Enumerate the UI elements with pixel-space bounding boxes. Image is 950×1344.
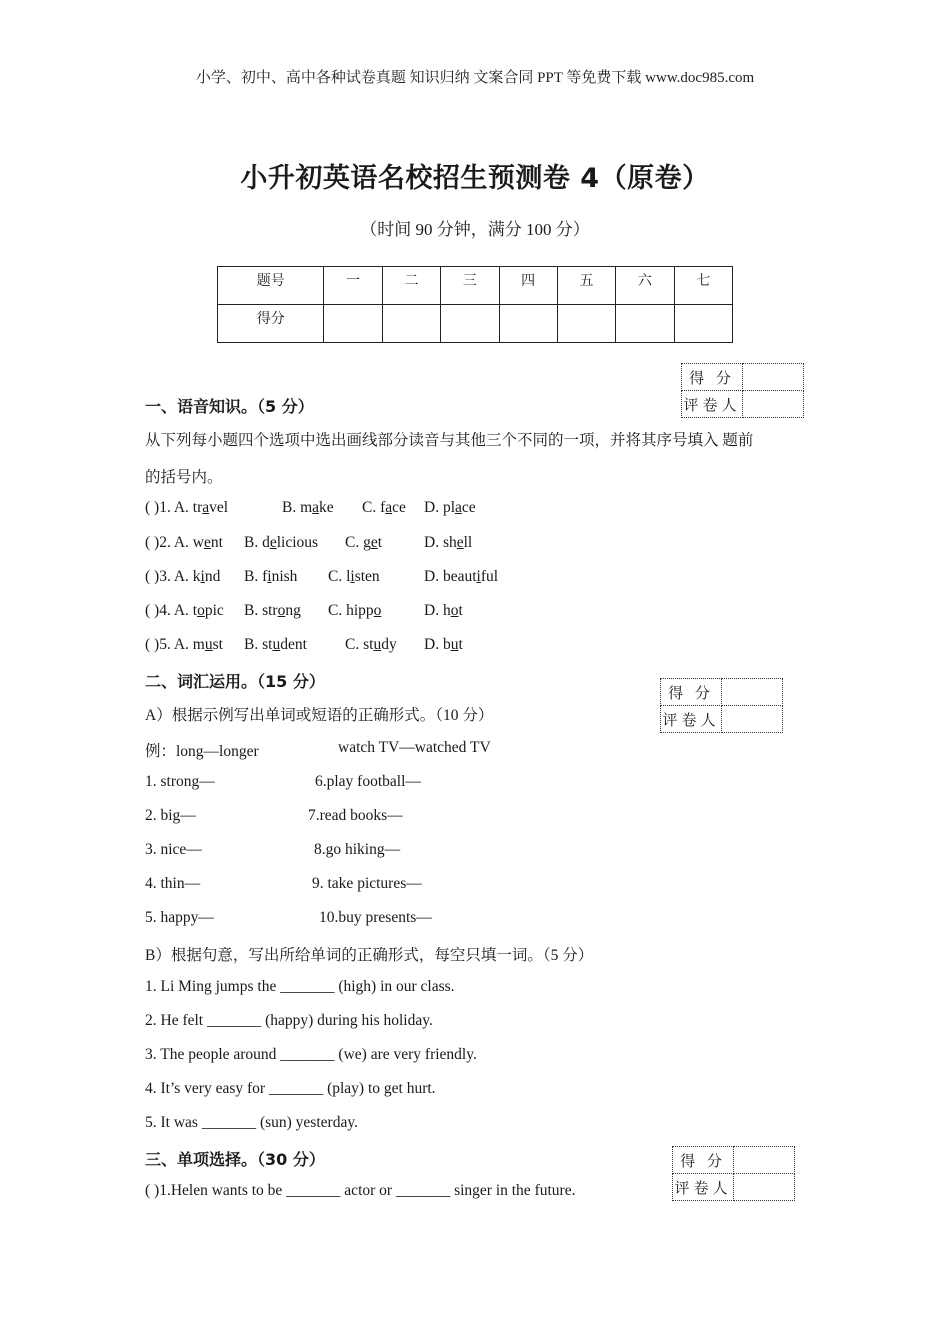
phonics-option: D. place bbox=[424, 499, 476, 516]
section1-instruction: 的括号内。 bbox=[145, 469, 223, 486]
grader-score-cell[interactable] bbox=[743, 364, 804, 391]
phonics-item: ( )3. A. kind bbox=[145, 568, 221, 585]
grader-score-cell[interactable] bbox=[722, 679, 783, 706]
phonics-option: D. shell bbox=[424, 534, 473, 551]
grader-reviewer-label: 评卷人 bbox=[661, 706, 722, 733]
word-item: 4. thin— bbox=[145, 875, 201, 892]
grader-reviewer-cell[interactable] bbox=[734, 1174, 795, 1201]
score-cell[interactable] bbox=[324, 305, 382, 343]
grader-box-section3 bbox=[672, 1146, 795, 1201]
grader-reviewer-label: 评卷人 bbox=[682, 391, 743, 418]
score-cell[interactable] bbox=[499, 305, 557, 343]
score-cell[interactable] bbox=[557, 305, 615, 343]
fill-in-sentence: 5. It was _______ (sun) yesterday. bbox=[145, 1114, 358, 1131]
grader-score-label: 得 分 bbox=[673, 1147, 734, 1174]
phonics-option: C. hippo bbox=[328, 602, 382, 619]
word-item: 2. big— bbox=[145, 807, 196, 824]
page-title: 小升初英语名校招生预测卷 4（原卷） bbox=[240, 163, 710, 194]
phonics-option: D. but bbox=[424, 636, 463, 653]
word-item: 3. nice— bbox=[145, 841, 202, 858]
fill-in-sentence: 2. He felt _______ (happy) during his holiday. bbox=[145, 1012, 433, 1029]
example-left: 例：long—longer bbox=[145, 743, 259, 760]
section1-heading: 一、语音知识。（5 分） bbox=[145, 397, 314, 416]
phrase-item: 9. take pictures— bbox=[312, 875, 422, 892]
score-table-score-label: 得分 bbox=[218, 305, 324, 343]
score-cell[interactable] bbox=[616, 305, 674, 343]
phrase-item: 6.play football— bbox=[315, 773, 421, 790]
section2-heading: 二、词汇运用。（15 分） bbox=[145, 672, 325, 691]
section2-part-a: A）根据示例写出单词或短语的正确形式。（10 分） bbox=[145, 707, 494, 724]
phonics-option: D. hot bbox=[424, 602, 463, 619]
score-cell[interactable] bbox=[441, 305, 499, 343]
fill-in-sentence: 1. Li Ming jumps the _______ (high) in our class. bbox=[145, 978, 455, 995]
score-cell[interactable] bbox=[382, 305, 440, 343]
phonics-item: ( )2. A. went bbox=[145, 534, 223, 551]
section3-heading: 三、单项选择。（30 分） bbox=[145, 1150, 325, 1169]
grader-reviewer-cell[interactable] bbox=[722, 706, 783, 733]
phonics-item: ( )1. A. travel bbox=[145, 499, 229, 516]
exam-time-note: （时间 90 分钟，满分 100 分） bbox=[360, 220, 590, 239]
phonics-option: C. get bbox=[345, 534, 383, 551]
site-header: 小学、初中、高中各种试卷真题 知识归纳 文案合同 PPT 等免费下载 www.doc985.com bbox=[195, 70, 755, 86]
choice-question: ( )1.Helen wants to be _______ actor or _______ singer in the future. bbox=[145, 1182, 576, 1199]
score-table-col: 七 bbox=[674, 267, 732, 305]
phonics-option: B. strong bbox=[244, 602, 301, 619]
word-item: 1. strong— bbox=[145, 773, 215, 790]
phonics-option: C. face bbox=[362, 499, 406, 516]
section1-instruction: 从下列每小题四个选项中选出画线部分读音与其他三个不同的一项，并将其序号填入 题前 bbox=[145, 432, 754, 449]
phrase-item: 7.read books— bbox=[308, 807, 403, 824]
word-item: 5. happy— bbox=[145, 909, 214, 926]
score-table-col: 三 bbox=[441, 267, 499, 305]
score-table-col: 二 bbox=[382, 267, 440, 305]
phrase-item: 8.go hiking— bbox=[314, 841, 401, 858]
example-right: watch TV—watched TV bbox=[338, 739, 491, 756]
grader-score-label: 得 分 bbox=[682, 364, 743, 391]
score-table-col: 四 bbox=[499, 267, 557, 305]
grader-score-cell[interactable] bbox=[734, 1147, 795, 1174]
score-table bbox=[217, 266, 733, 343]
phonics-option: C. listen bbox=[328, 568, 380, 585]
score-table-col: 六 bbox=[616, 267, 674, 305]
grader-box-section2 bbox=[660, 678, 783, 733]
phonics-option: B. make bbox=[282, 499, 334, 516]
phrase-item: 10.buy presents— bbox=[319, 909, 432, 926]
phonics-option: B. delicious bbox=[244, 534, 319, 551]
grader-reviewer-label: 评卷人 bbox=[673, 1174, 734, 1201]
fill-in-sentence: 4. It’s very easy for _______ (play) to get hurt. bbox=[145, 1080, 436, 1097]
phonics-item: ( )5. A. must bbox=[145, 636, 223, 653]
phonics-option: B. student bbox=[244, 636, 307, 653]
section2-part-b: B）根据句意，写出所给单词的正确形式，每空只填一词。（5 分） bbox=[145, 947, 594, 964]
fill-in-sentence: 3. The people around _______ (we) are very friendly. bbox=[145, 1046, 477, 1063]
score-cell[interactable] bbox=[674, 305, 732, 343]
score-table-col: 一 bbox=[324, 267, 382, 305]
phonics-item: ( )4. A. topic bbox=[145, 602, 224, 619]
phonics-option: C. study bbox=[345, 636, 397, 653]
grader-box-section1 bbox=[681, 363, 804, 418]
score-table-col: 五 bbox=[557, 267, 615, 305]
phonics-option: D. beautiful bbox=[424, 568, 499, 585]
grader-reviewer-cell[interactable] bbox=[743, 391, 804, 418]
score-table-header-label: 题号 bbox=[218, 267, 324, 305]
grader-score-label: 得 分 bbox=[661, 679, 722, 706]
phonics-option: B. finish bbox=[244, 568, 298, 585]
